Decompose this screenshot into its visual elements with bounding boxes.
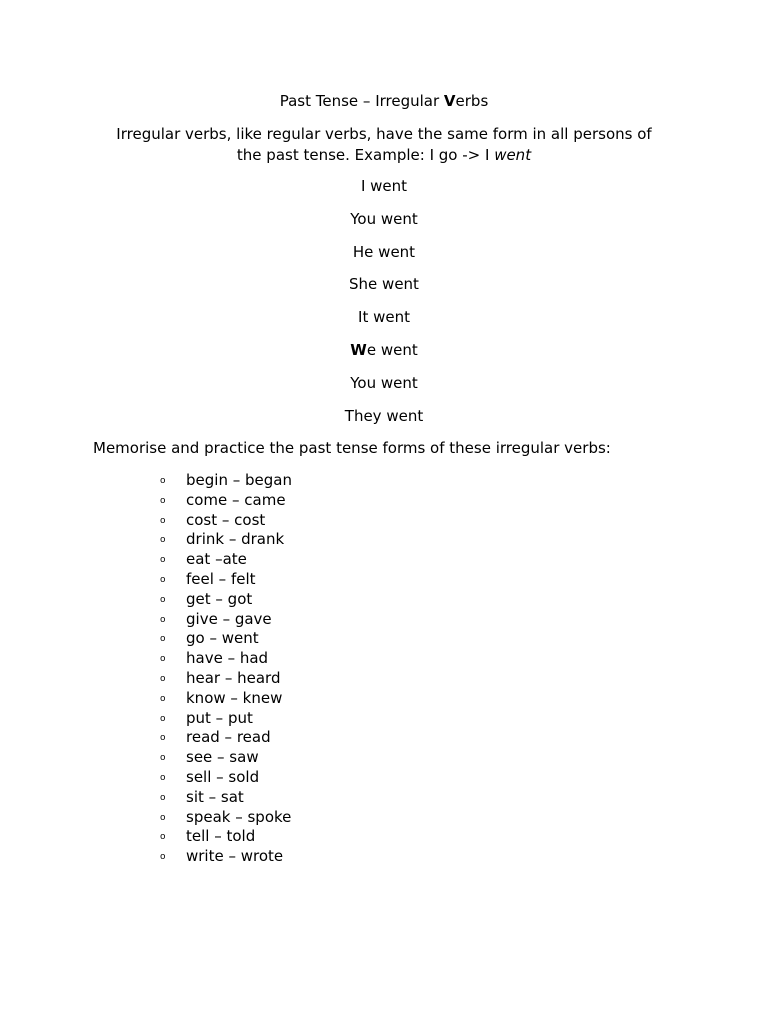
hollow-bullet-icon: o xyxy=(160,772,166,783)
verb-list-item xyxy=(160,511,292,531)
verb-list-item xyxy=(160,689,292,709)
hollow-bullet-icon: o xyxy=(160,713,166,724)
verb-list-item xyxy=(160,788,292,808)
verb-list-item xyxy=(160,491,292,511)
intro-example-word: went xyxy=(494,146,532,164)
hollow-bullet-icon: o xyxy=(160,555,166,566)
conjugation-line xyxy=(0,176,768,209)
conjugation-line xyxy=(0,209,768,242)
verb-list-item xyxy=(160,610,292,630)
verb-list-item xyxy=(160,590,292,610)
document-title xyxy=(0,91,768,111)
verb-pair-text: hear – heard xyxy=(186,668,281,687)
hollow-bullet-icon: o xyxy=(160,832,166,843)
conjugation-text: You went xyxy=(350,373,418,392)
irregular-verb-list xyxy=(160,471,292,867)
verb-list-item xyxy=(160,629,292,649)
verb-pair-text: come – came xyxy=(186,490,286,509)
verb-pair-text: give – gave xyxy=(186,609,272,628)
verb-pair-text: get – got xyxy=(186,589,253,608)
conjugation-text: I went xyxy=(360,177,408,195)
conjugation-line xyxy=(0,274,768,307)
conjugation-text: You went xyxy=(350,209,418,228)
hollow-bullet-icon: o xyxy=(160,574,166,585)
conjugation-text: She went xyxy=(349,275,419,294)
verb-list-item xyxy=(160,570,292,590)
verb-list-item xyxy=(160,847,292,867)
conjugation-bold-letter: W xyxy=(350,340,367,359)
verb-pair-text: go – went xyxy=(186,629,259,648)
intro-line-2: the past tense. Example: I go -> I xyxy=(236,146,495,164)
conjugation-list xyxy=(0,176,768,438)
verb-list-item xyxy=(160,471,292,491)
verb-list-item xyxy=(160,550,292,570)
memorise-instruction: Memorise and practice the past tense forms of these irregular verbs: xyxy=(93,439,611,457)
hollow-bullet-icon: o xyxy=(160,495,166,506)
verb-list-item xyxy=(160,768,292,788)
hollow-bullet-icon: o xyxy=(160,693,166,704)
verb-list-item xyxy=(160,748,292,768)
title-bold-letter: V xyxy=(443,92,456,110)
verb-list-item xyxy=(160,530,292,550)
verb-pair-text: tell – told xyxy=(186,827,256,846)
verb-pair-text: begin – began xyxy=(186,471,292,489)
hollow-bullet-icon: o xyxy=(160,792,166,803)
verb-list-item xyxy=(160,827,292,847)
hollow-bullet-icon: o xyxy=(160,515,166,526)
conjugation-line xyxy=(0,242,768,275)
title-text-end: erbs xyxy=(455,92,489,110)
verb-pair-text: know – knew xyxy=(186,688,283,707)
verb-pair-text: sit – sat xyxy=(186,787,244,806)
verb-pair-text: drink – drank xyxy=(186,530,285,549)
conjugation-line xyxy=(0,373,768,406)
hollow-bullet-icon: o xyxy=(160,812,166,823)
intro-paragraph xyxy=(0,124,768,166)
verb-pair-text: cost – cost xyxy=(186,510,266,529)
hollow-bullet-icon: o xyxy=(160,852,166,863)
verb-pair-text: sell – sold xyxy=(186,767,260,786)
conjugation-line xyxy=(0,307,768,340)
verb-pair-text: read – read xyxy=(186,728,271,747)
intro-line-1: Irregular verbs, like regular verbs, have the same form in all persons of xyxy=(116,125,652,143)
hollow-bullet-icon: o xyxy=(160,594,166,605)
hollow-bullet-icon: o xyxy=(160,614,166,625)
verb-pair-text: put – put xyxy=(186,708,253,727)
conjugation-text: e went xyxy=(366,340,418,359)
verb-pair-text: have – had xyxy=(186,649,269,668)
verb-list-item xyxy=(160,709,292,729)
title-text-start: Past Tense – Irregular xyxy=(279,92,444,110)
hollow-bullet-icon: o xyxy=(160,733,166,744)
verb-list-item xyxy=(160,728,292,748)
verb-pair-text: see – saw xyxy=(186,748,259,767)
hollow-bullet-icon: o xyxy=(160,535,166,546)
verb-list-item xyxy=(160,649,292,669)
verb-list-item xyxy=(160,669,292,689)
verb-pair-text: write – wrote xyxy=(186,847,284,866)
hollow-bullet-icon: o xyxy=(160,654,166,665)
verb-pair-text: eat –ate xyxy=(186,550,247,569)
conjugation-line xyxy=(0,340,768,373)
verb-list-item xyxy=(160,808,292,828)
conjugation-text: He went xyxy=(352,242,416,261)
verb-pair-text: feel – felt xyxy=(186,569,256,588)
conjugation-text: It went xyxy=(358,308,410,327)
conjugation-line xyxy=(0,406,768,439)
verb-pair-text: speak – spoke xyxy=(186,807,292,826)
hollow-bullet-icon: o xyxy=(160,476,166,486)
hollow-bullet-icon: o xyxy=(160,673,166,684)
hollow-bullet-icon: o xyxy=(160,753,166,764)
conjugation-text: They went xyxy=(344,406,424,425)
hollow-bullet-icon: o xyxy=(160,634,166,645)
